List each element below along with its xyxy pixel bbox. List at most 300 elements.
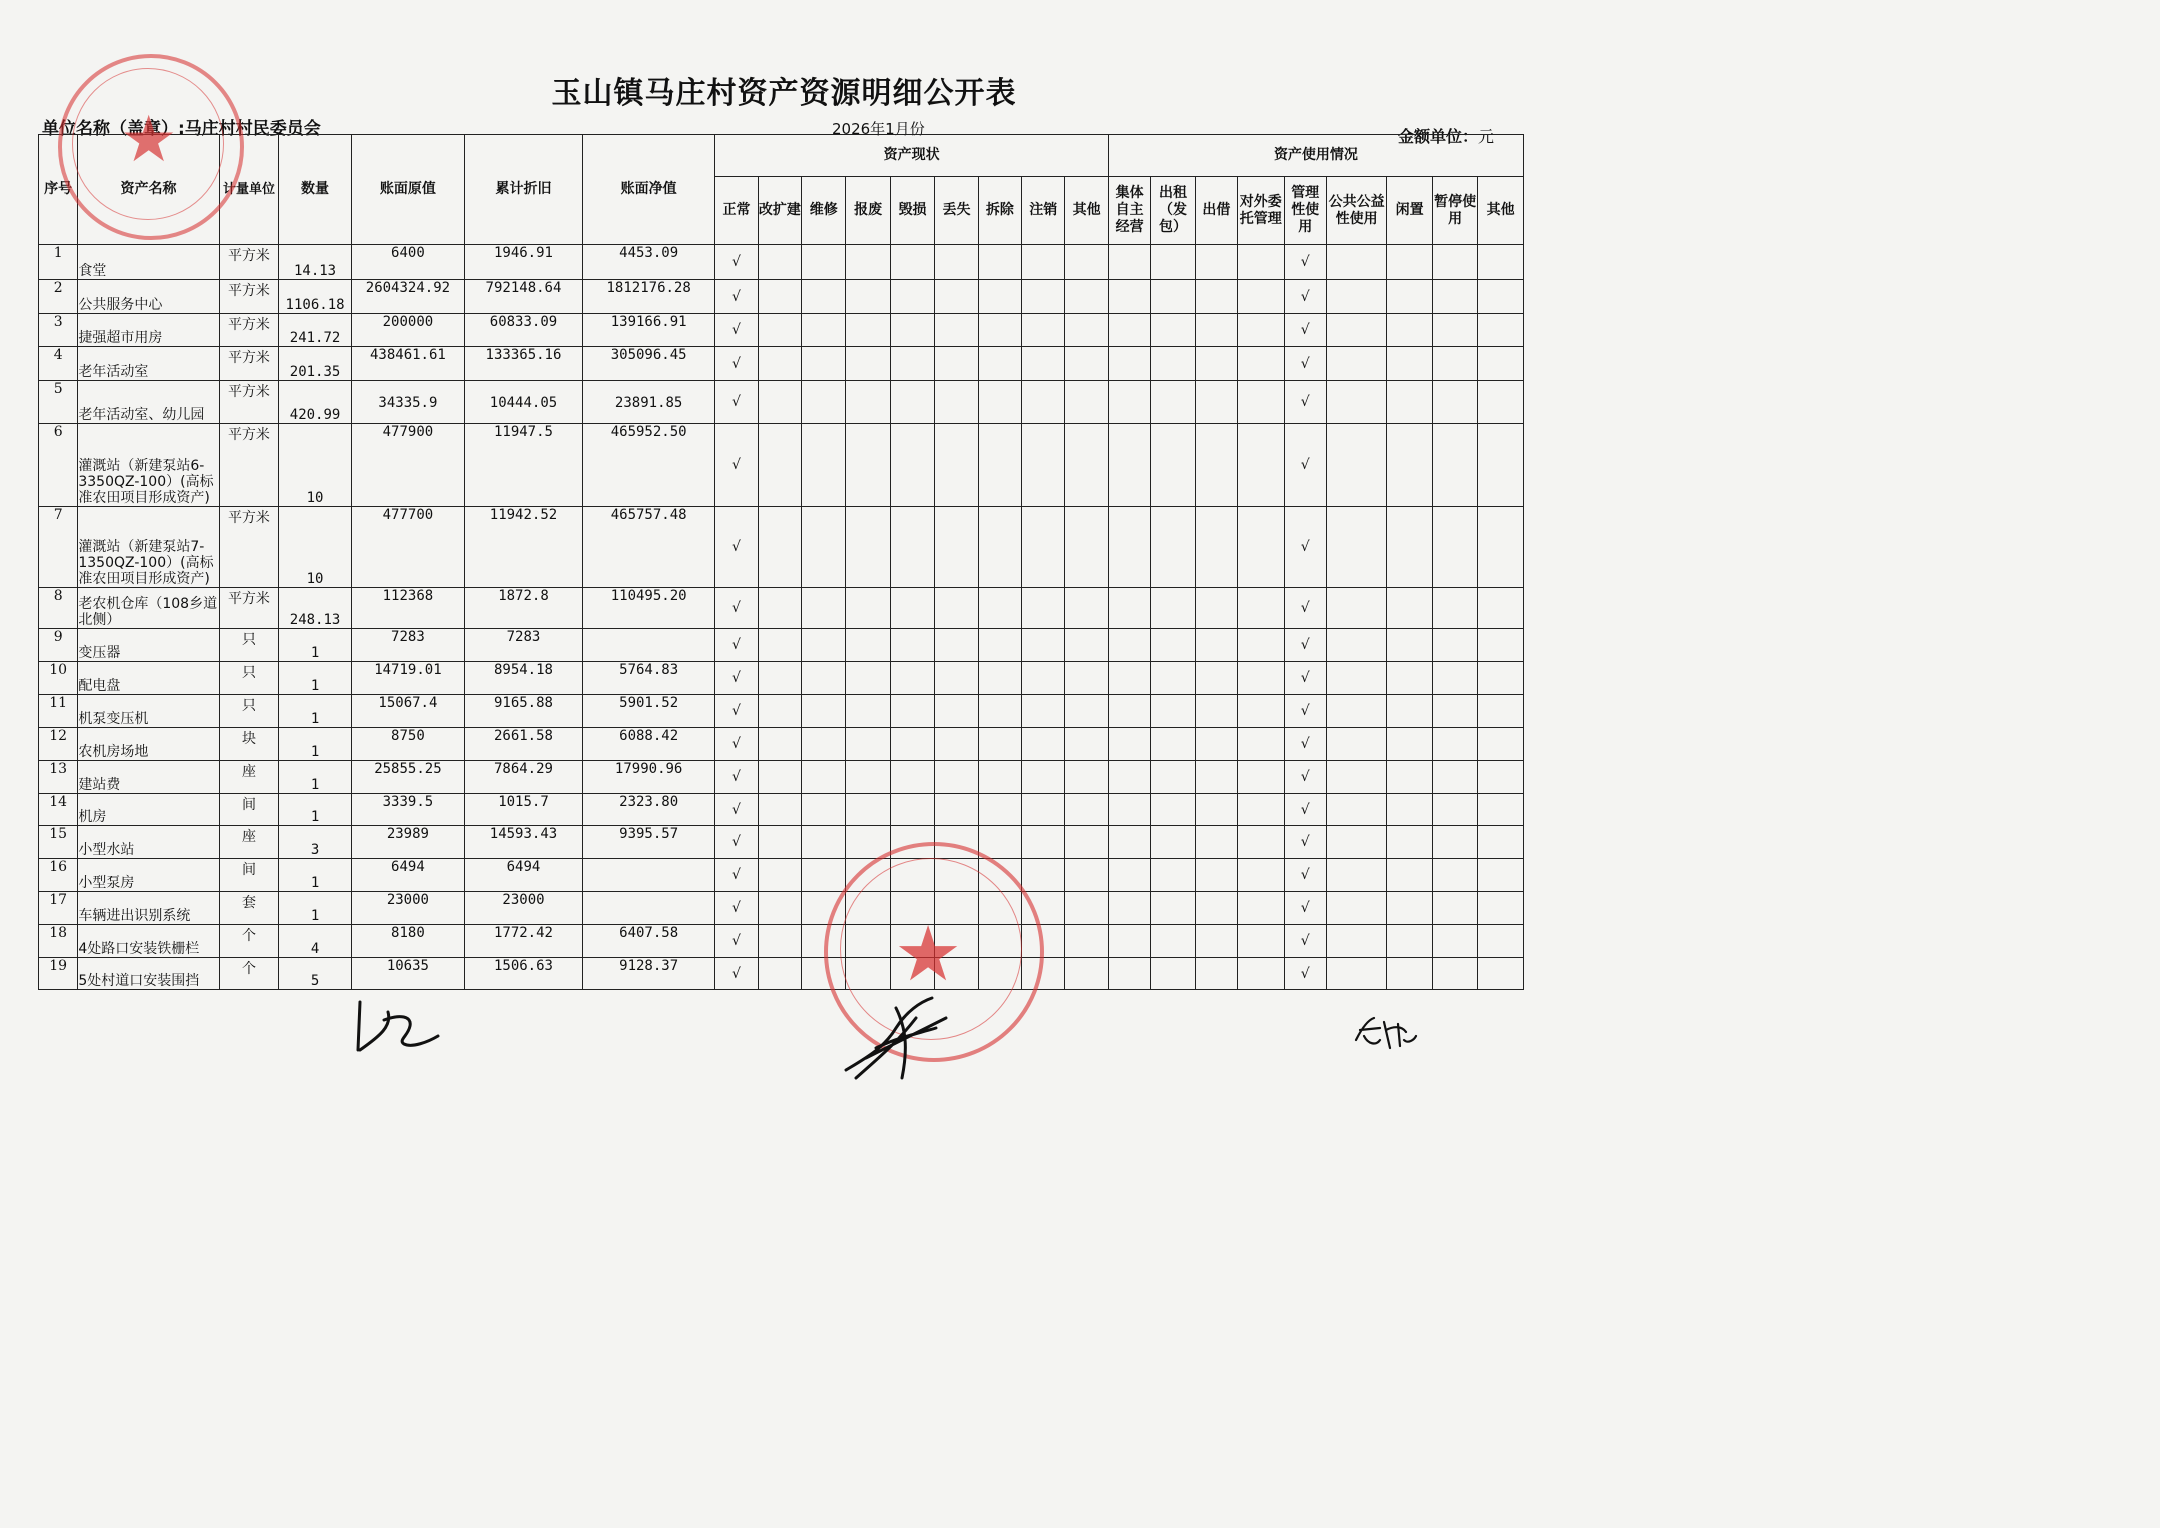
usage-management-check: √	[1284, 280, 1326, 314]
empty-cell	[1387, 761, 1432, 794]
empty-cell	[1478, 588, 1524, 629]
status-normal-check: √	[715, 629, 758, 662]
empty-cell	[1065, 695, 1108, 728]
status-normal-check: √	[715, 958, 758, 990]
empty-cell	[1326, 892, 1387, 925]
row-quantity: 1	[279, 859, 352, 892]
row-quantity: 248.13	[279, 588, 352, 629]
row-accumulated-depreciation: 8954.18	[464, 662, 582, 695]
empty-cell	[1238, 424, 1284, 507]
empty-cell	[1478, 662, 1524, 695]
table-row	[39, 728, 1524, 761]
row-seq: 15	[39, 826, 78, 859]
row-accumulated-depreciation: 1872.8	[464, 588, 582, 629]
empty-cell	[1432, 424, 1477, 507]
header-usage-6: 闲置	[1387, 177, 1432, 245]
header-usage-group: 资产使用情况	[1108, 135, 1523, 177]
signature-center	[836, 988, 956, 1088]
row-accumulated-depreciation: 6494	[464, 859, 582, 892]
empty-cell	[758, 761, 801, 794]
empty-cell	[802, 794, 846, 826]
row-asset-name: 变压器	[78, 629, 219, 662]
empty-cell	[758, 826, 801, 859]
empty-cell	[890, 381, 934, 424]
empty-cell	[1326, 245, 1387, 280]
row-unit: 平方米	[219, 245, 279, 280]
empty-cell	[1432, 859, 1477, 892]
empty-cell	[935, 629, 978, 662]
empty-cell	[802, 662, 846, 695]
header-status-6: 拆除	[978, 177, 1021, 245]
star-icon: ★	[120, 103, 178, 177]
empty-cell	[1108, 695, 1150, 728]
empty-cell	[1195, 728, 1237, 761]
row-unit: 座	[219, 826, 279, 859]
empty-cell	[890, 347, 934, 381]
usage-management-check: √	[1284, 859, 1326, 892]
row-unit: 只	[219, 695, 279, 728]
empty-cell	[1432, 662, 1477, 695]
empty-cell	[1326, 507, 1387, 588]
empty-cell	[846, 280, 890, 314]
row-seq: 7	[39, 507, 78, 588]
empty-cell	[1387, 925, 1432, 958]
empty-cell	[1065, 958, 1108, 990]
empty-cell	[758, 695, 801, 728]
empty-cell	[935, 245, 978, 280]
empty-cell	[758, 794, 801, 826]
asset-table	[38, 134, 1524, 998]
empty-cell	[1065, 629, 1108, 662]
table-row	[39, 794, 1524, 826]
empty-cell	[1195, 314, 1237, 347]
row-asset-name: 机泵变压机	[78, 695, 219, 728]
empty-cell	[758, 925, 801, 958]
empty-cell	[1022, 794, 1065, 826]
empty-cell	[1195, 588, 1237, 629]
empty-cell	[846, 424, 890, 507]
row-quantity: 1	[279, 761, 352, 794]
empty-cell	[1387, 280, 1432, 314]
empty-cell	[1022, 662, 1065, 695]
empty-cell	[758, 347, 801, 381]
empty-cell	[1108, 892, 1150, 925]
empty-cell	[1108, 925, 1150, 958]
row-accumulated-depreciation: 1946.91	[464, 245, 582, 280]
row-seq: 8	[39, 588, 78, 629]
empty-cell	[1326, 314, 1387, 347]
empty-cell	[1108, 958, 1150, 990]
empty-cell	[1195, 761, 1237, 794]
empty-cell	[846, 629, 890, 662]
row-asset-name: 公共服务中心	[78, 280, 219, 314]
table-row	[39, 280, 1524, 314]
row-accumulated-depreciation: 2661.58	[464, 728, 582, 761]
empty-cell	[1326, 958, 1387, 990]
empty-cell	[1151, 794, 1195, 826]
status-normal-check: √	[715, 314, 758, 347]
row-quantity: 1	[279, 728, 352, 761]
row-seq: 11	[39, 695, 78, 728]
row-unit: 平方米	[219, 347, 279, 381]
empty-cell	[1065, 925, 1108, 958]
empty-cell	[1432, 892, 1477, 925]
empty-cell	[1478, 728, 1524, 761]
empty-cell	[890, 695, 934, 728]
empty-cell	[846, 794, 890, 826]
empty-cell	[1478, 826, 1524, 859]
empty-cell	[1065, 794, 1108, 826]
empty-cell	[1151, 507, 1195, 588]
empty-cell	[802, 629, 846, 662]
row-unit: 只	[219, 629, 279, 662]
usage-management-check: √	[1284, 794, 1326, 826]
empty-cell	[1065, 424, 1108, 507]
row-accumulated-depreciation: 7864.29	[464, 761, 582, 794]
empty-cell	[1387, 662, 1432, 695]
empty-cell	[1108, 761, 1150, 794]
row-quantity: 1	[279, 629, 352, 662]
empty-cell	[1151, 629, 1195, 662]
empty-cell	[1195, 925, 1237, 958]
row-original-value: 477700	[351, 507, 464, 588]
empty-cell	[935, 424, 978, 507]
empty-cell	[978, 761, 1021, 794]
empty-cell	[978, 662, 1021, 695]
row-net-value: 465952.50	[583, 424, 715, 507]
empty-cell	[1387, 347, 1432, 381]
star-icon-2: ★	[894, 909, 963, 998]
row-original-value: 477900	[351, 424, 464, 507]
empty-cell	[1065, 892, 1108, 925]
row-asset-name: 小型泵房	[78, 859, 219, 892]
empty-cell	[1151, 381, 1195, 424]
empty-cell	[1195, 826, 1237, 859]
empty-cell	[1326, 381, 1387, 424]
empty-cell	[846, 695, 890, 728]
table-row	[39, 892, 1524, 925]
empty-cell	[1065, 245, 1108, 280]
empty-cell	[1432, 728, 1477, 761]
empty-cell	[758, 424, 801, 507]
empty-cell	[1108, 280, 1150, 314]
period-label: 2026年1月份	[832, 120, 925, 138]
empty-cell	[935, 280, 978, 314]
empty-cell	[1326, 859, 1387, 892]
header-net: 账面净值	[583, 135, 715, 245]
empty-cell	[978, 507, 1021, 588]
usage-management-check: √	[1284, 958, 1326, 990]
empty-cell	[1432, 826, 1477, 859]
empty-cell	[1108, 347, 1150, 381]
status-normal-check: √	[715, 245, 758, 280]
table-row	[39, 695, 1524, 728]
empty-cell	[978, 695, 1021, 728]
status-normal-check: √	[715, 662, 758, 695]
empty-cell	[846, 314, 890, 347]
empty-cell	[1151, 859, 1195, 892]
row-asset-name: 小型水站	[78, 826, 219, 859]
row-accumulated-depreciation: 7283	[464, 629, 582, 662]
signature-left	[350, 996, 450, 1060]
usage-management-check: √	[1284, 662, 1326, 695]
row-quantity: 1	[279, 695, 352, 728]
empty-cell	[1432, 958, 1477, 990]
row-net-value	[583, 892, 715, 925]
row-net-value: 9128.37	[583, 958, 715, 990]
empty-cell	[1238, 507, 1284, 588]
empty-cell	[1065, 826, 1108, 859]
empty-cell	[802, 280, 846, 314]
usage-management-check: √	[1284, 892, 1326, 925]
header-usage-1: 出租（发包）	[1151, 177, 1195, 245]
header-qty: 数量	[279, 135, 352, 245]
empty-cell	[1326, 794, 1387, 826]
empty-cell	[978, 381, 1021, 424]
row-seq: 1	[39, 245, 78, 280]
header-seq: 序号	[39, 135, 78, 245]
empty-cell	[1195, 424, 1237, 507]
row-seq: 18	[39, 925, 78, 958]
empty-cell	[1022, 588, 1065, 629]
empty-cell	[1151, 958, 1195, 990]
header-usage-3: 对外委托管理	[1238, 177, 1284, 245]
empty-cell	[802, 347, 846, 381]
empty-cell	[1326, 588, 1387, 629]
status-normal-check: √	[715, 347, 758, 381]
empty-cell	[1238, 629, 1284, 662]
empty-cell	[890, 761, 934, 794]
row-net-value: 6407.58	[583, 925, 715, 958]
empty-cell	[1326, 728, 1387, 761]
usage-management-check: √	[1284, 629, 1326, 662]
row-asset-name: 食堂	[78, 245, 219, 280]
empty-cell	[1022, 314, 1065, 347]
empty-cell	[1022, 695, 1065, 728]
empty-cell	[1195, 381, 1237, 424]
empty-cell	[1478, 958, 1524, 990]
empty-cell	[1065, 761, 1108, 794]
empty-cell	[1432, 925, 1477, 958]
empty-cell	[1432, 507, 1477, 588]
row-seq: 19	[39, 958, 78, 990]
empty-cell	[1022, 826, 1065, 859]
empty-cell	[1238, 794, 1284, 826]
header-usage-7: 暂停使用	[1432, 177, 1477, 245]
usage-management-check: √	[1284, 381, 1326, 424]
empty-cell	[846, 588, 890, 629]
row-asset-name: 农机房场地	[78, 728, 219, 761]
status-normal-check: √	[715, 794, 758, 826]
empty-cell	[1195, 892, 1237, 925]
row-net-value: 5901.52	[583, 695, 715, 728]
row-quantity: 5	[279, 958, 352, 990]
empty-cell	[935, 588, 978, 629]
empty-cell	[1238, 728, 1284, 761]
row-quantity: 10	[279, 507, 352, 588]
row-net-value: 305096.45	[583, 347, 715, 381]
row-original-value: 438461.61	[351, 347, 464, 381]
empty-cell	[1065, 280, 1108, 314]
empty-cell	[1108, 629, 1150, 662]
row-original-value: 6494	[351, 859, 464, 892]
empty-cell	[1478, 507, 1524, 588]
header-name: 资产名称	[78, 135, 219, 245]
empty-cell	[1387, 629, 1432, 662]
row-accumulated-depreciation: 14593.43	[464, 826, 582, 859]
empty-cell	[1065, 662, 1108, 695]
empty-cell	[758, 280, 801, 314]
header-usage-4: 管理性使用	[1284, 177, 1326, 245]
village-committee-stamp	[58, 54, 244, 240]
empty-cell	[1195, 958, 1237, 990]
empty-cell	[978, 280, 1021, 314]
amount-unit-value: 元	[1478, 127, 1495, 146]
empty-cell	[758, 588, 801, 629]
empty-cell	[1065, 588, 1108, 629]
usage-management-check: √	[1284, 424, 1326, 507]
empty-cell	[1238, 588, 1284, 629]
empty-cell	[1151, 245, 1195, 280]
row-quantity: 1106.18	[279, 280, 352, 314]
header-status-1: 改扩建	[758, 177, 801, 245]
empty-cell	[802, 245, 846, 280]
empty-cell	[1022, 629, 1065, 662]
usage-management-check: √	[1284, 314, 1326, 347]
empty-cell	[890, 662, 934, 695]
empty-cell	[1478, 695, 1524, 728]
row-original-value: 14719.01	[351, 662, 464, 695]
empty-cell	[1478, 347, 1524, 381]
empty-cell	[758, 958, 801, 990]
table-row	[39, 925, 1524, 958]
usage-management-check: √	[1284, 826, 1326, 859]
row-net-value: 17990.96	[583, 761, 715, 794]
row-original-value: 34335.9	[351, 381, 464, 424]
empty-cell	[1238, 347, 1284, 381]
empty-cell	[935, 695, 978, 728]
empty-cell	[1387, 859, 1432, 892]
empty-cell	[1387, 507, 1432, 588]
empty-cell	[1238, 958, 1284, 990]
empty-cell	[1022, 381, 1065, 424]
header-original: 账面原值	[351, 135, 464, 245]
row-asset-name: 老年活动室	[78, 347, 219, 381]
empty-cell	[1387, 695, 1432, 728]
status-normal-check: √	[715, 381, 758, 424]
row-unit: 只	[219, 662, 279, 695]
empty-cell	[758, 728, 801, 761]
empty-cell	[1238, 245, 1284, 280]
usage-management-check: √	[1284, 588, 1326, 629]
row-seq: 4	[39, 347, 78, 381]
empty-cell	[978, 424, 1021, 507]
usage-management-check: √	[1284, 507, 1326, 588]
empty-cell	[802, 826, 846, 859]
table-row	[39, 859, 1524, 892]
empty-cell	[1478, 892, 1524, 925]
row-accumulated-depreciation: 1015.7	[464, 794, 582, 826]
empty-cell	[1478, 925, 1524, 958]
empty-cell	[935, 794, 978, 826]
empty-cell	[978, 629, 1021, 662]
empty-cell	[1022, 424, 1065, 507]
empty-cell	[1108, 245, 1150, 280]
empty-cell	[1432, 381, 1477, 424]
row-seq: 16	[39, 859, 78, 892]
empty-cell	[1238, 925, 1284, 958]
empty-cell	[758, 507, 801, 588]
empty-cell	[1432, 588, 1477, 629]
empty-cell	[1326, 424, 1387, 507]
row-original-value: 2604324.92	[351, 280, 464, 314]
empty-cell	[1108, 314, 1150, 347]
empty-cell	[1432, 347, 1477, 381]
row-accumulated-depreciation: 792148.64	[464, 280, 582, 314]
empty-cell	[758, 629, 801, 662]
empty-cell	[802, 314, 846, 347]
empty-cell	[802, 588, 846, 629]
row-net-value	[583, 629, 715, 662]
empty-cell	[1326, 280, 1387, 314]
empty-cell	[1432, 794, 1477, 826]
row-unit: 平方米	[219, 424, 279, 507]
usage-management-check: √	[1284, 245, 1326, 280]
empty-cell	[890, 794, 934, 826]
status-normal-check: √	[715, 507, 758, 588]
empty-cell	[935, 507, 978, 588]
empty-cell	[1326, 629, 1387, 662]
empty-cell	[1195, 507, 1237, 588]
empty-cell	[1108, 826, 1150, 859]
table-row	[39, 314, 1524, 347]
row-unit: 平方米	[219, 507, 279, 588]
empty-cell	[1151, 588, 1195, 629]
row-asset-name: 车辆进出识别系统	[78, 892, 219, 925]
empty-cell	[1151, 280, 1195, 314]
empty-cell	[1478, 424, 1524, 507]
row-quantity: 4	[279, 925, 352, 958]
empty-cell	[1151, 728, 1195, 761]
row-asset-name: 机房	[78, 794, 219, 826]
empty-cell	[890, 314, 934, 347]
status-normal-check: √	[715, 892, 758, 925]
empty-cell	[1108, 507, 1150, 588]
table-row	[39, 662, 1524, 695]
empty-cell	[1326, 695, 1387, 728]
empty-cell	[1195, 245, 1237, 280]
row-unit: 间	[219, 794, 279, 826]
empty-cell	[1195, 347, 1237, 381]
empty-cell	[846, 662, 890, 695]
empty-cell	[758, 381, 801, 424]
row-unit: 块	[219, 728, 279, 761]
empty-cell	[1151, 314, 1195, 347]
empty-cell	[890, 728, 934, 761]
empty-cell	[978, 588, 1021, 629]
empty-cell	[1238, 280, 1284, 314]
empty-cell	[1432, 280, 1477, 314]
empty-cell	[1108, 662, 1150, 695]
empty-cell	[1108, 588, 1150, 629]
row-original-value: 23000	[351, 892, 464, 925]
amount-unit-caption: 金额单位：	[1398, 127, 1479, 146]
empty-cell	[802, 859, 846, 892]
empty-cell	[1478, 859, 1524, 892]
row-unit: 平方米	[219, 588, 279, 629]
empty-cell	[846, 245, 890, 280]
header-usage-0: 集体自主经营	[1108, 177, 1150, 245]
